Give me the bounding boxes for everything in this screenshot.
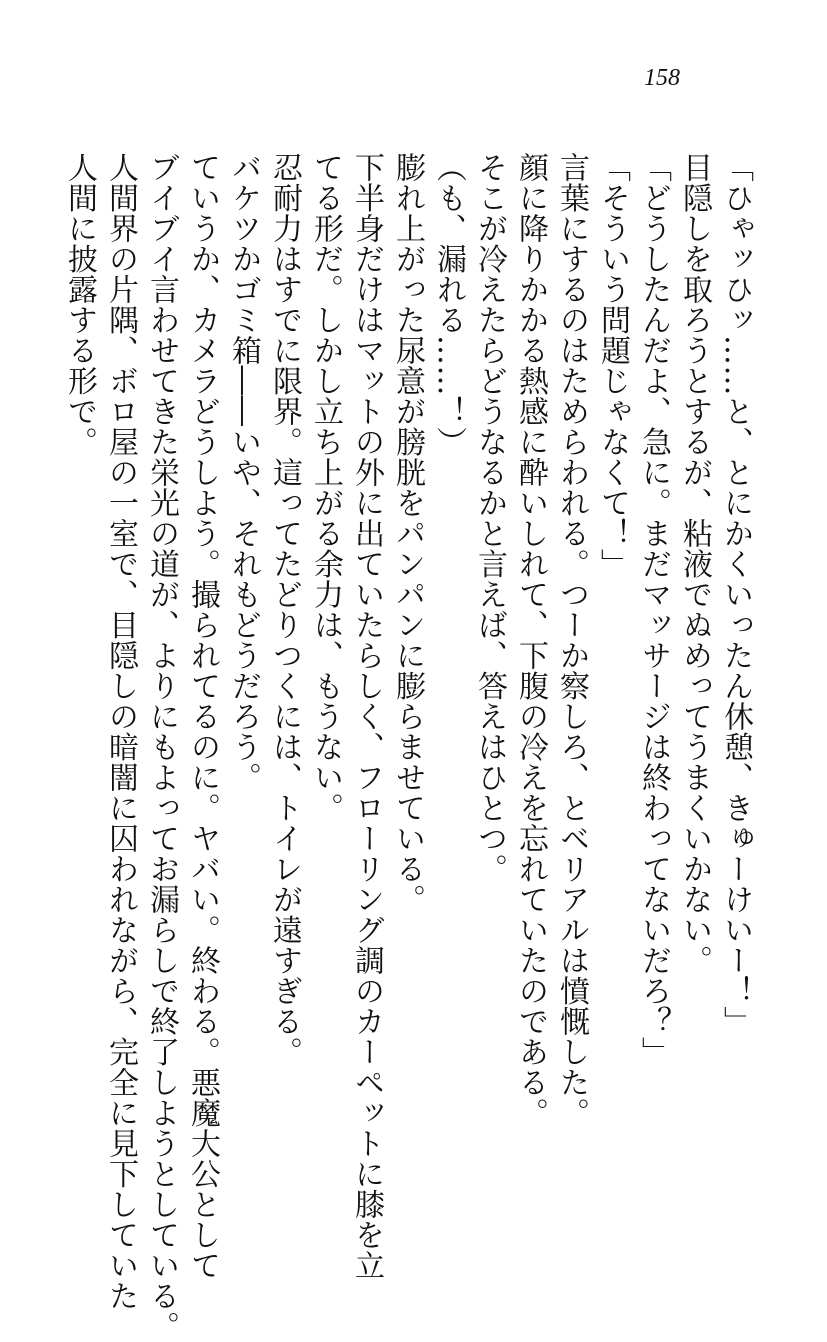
text-line: 顔に降りかかる熱感に酔いしれて、下腹の冷えを忘れていたのである。 — [513, 152, 548, 1128]
text-line: ていうか、カメラどうしよう。撮られてるのに。ヤバい。終わる。悪魔大公として — [185, 152, 220, 1281]
text-line: そこが冷えたらどうなるかと言えば、答えはひとつ。 — [472, 152, 507, 884]
text-line: 膨れ上がった尿意が膀胱をパンパンに膨らませている。 — [390, 152, 425, 915]
text-line: 言葉にするのはためらわれる。つーか察しろ、とベリアルは憤慨した。 — [554, 152, 589, 1128]
text-line: 人間に披露する形で。 — [62, 152, 97, 457]
text-line: 「そういう問題じゃなくて！」 — [595, 152, 630, 579]
text-line: 「ひゃッひッ……と、とにかくいったん休憩、きゅーけいー！」 — [718, 152, 753, 1037]
novel-text-body — [62, 152, 756, 1342]
text-line: ブイブイ言わせてきた栄光の道が、よりにもよってお漏らしで終了しようとしている。 — [144, 152, 179, 1342]
text-line: 「どうしたんだよ、急に。まだマッサージは終わってないだろ？」 — [636, 152, 671, 1067]
text-line: （も、漏れる……！） — [431, 152, 466, 457]
text-line: 人間界の片隅、ボロ屋の一室で、目隠しの暗闇に囚われながら、完全に見下していた — [103, 152, 138, 1311]
text-line: 下半身だけはマットの外に出ていたらしく、フローリング調のカーペットに膝を立 — [349, 152, 384, 1281]
text-line: バケツかゴミ箱――いや、それもどうだろう。 — [226, 152, 261, 793]
text-line: てる形だ。しかし立ち上がる余力は、もうない。 — [308, 152, 343, 823]
page-number: 158 — [644, 65, 680, 91]
text-line: 忍耐力はすでに限界。這ってたどりつくには、トイレが遠すぎる。 — [267, 152, 302, 1067]
text-line: 目隠しを取ろうとするが、粘液でぬめってうまくいかない。 — [677, 152, 712, 976]
